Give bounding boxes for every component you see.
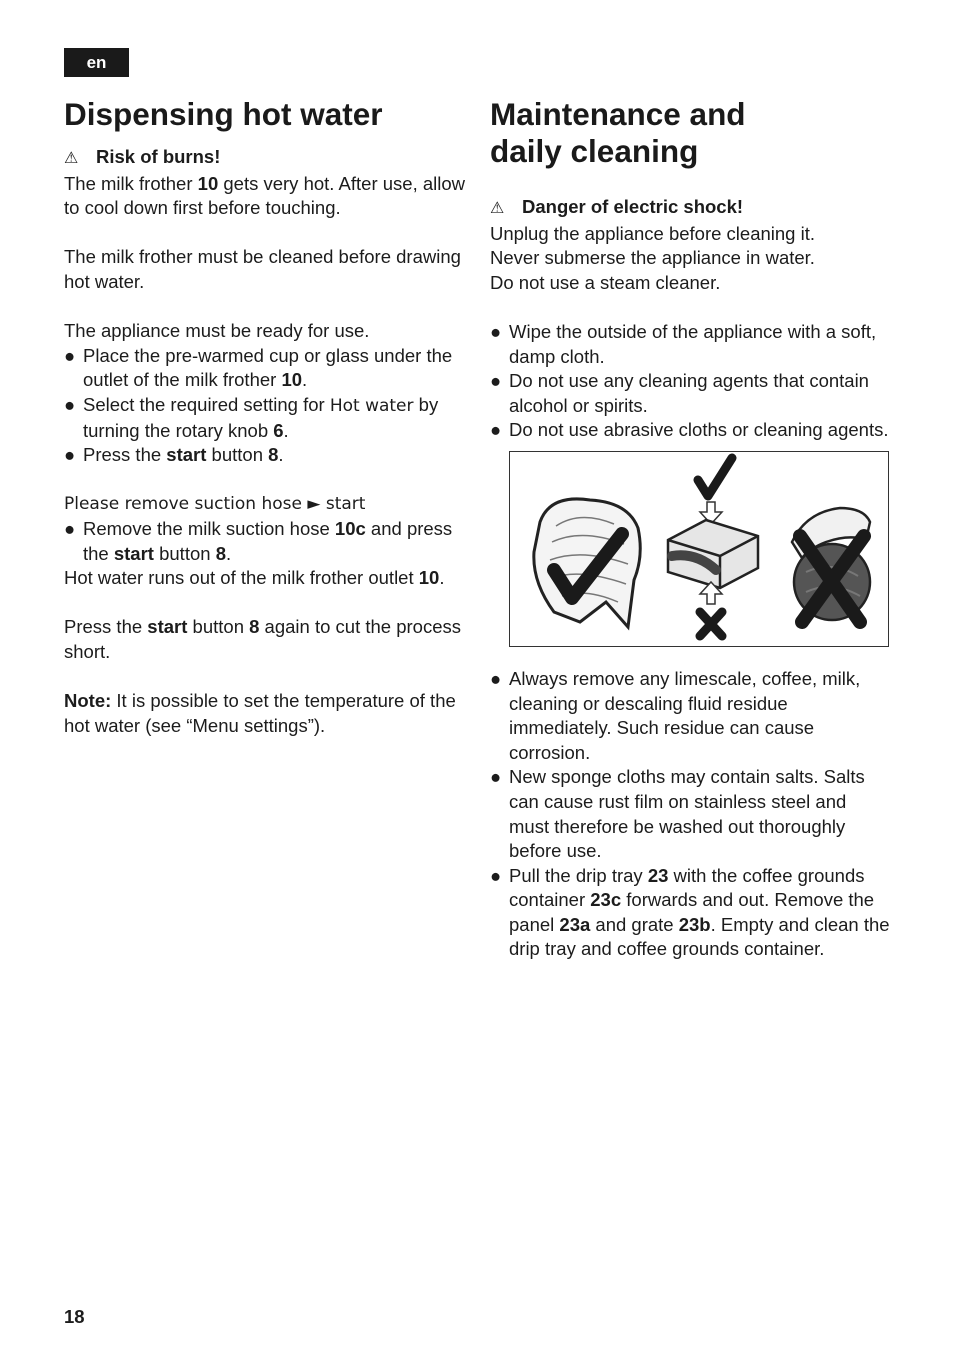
sponge-check-icon xyxy=(668,458,758,636)
scourer-cross-icon xyxy=(792,508,870,622)
warning-triangle-icon: ⚠ xyxy=(64,150,79,167)
paragraph-water-runs: Hot water runs out of the milk frother outlet 10. xyxy=(64,567,445,589)
section-maintenance xyxy=(490,96,890,962)
language-tab: en xyxy=(64,48,129,77)
warning-line: Unplug the appliance before cleaning it. xyxy=(490,222,816,244)
list-item: ● Do not use any cleaning agents that contain alcohol or spirits. xyxy=(490,370,869,416)
list-item: ● Do not use abrasive cloths or cleaning agents. xyxy=(490,419,889,441)
list-item: ● Place the pre-warmed cup or glass under the outlet of the milk frother 10. xyxy=(64,344,453,391)
note: Note: It is possible to set the temperature of the hot water (see “Menu settings”). xyxy=(64,690,456,736)
cleaning-materials-figure xyxy=(509,451,889,647)
list-item: ● Select the required setting for Hot water by turning the rotary knob 6. xyxy=(64,393,439,441)
warning-triangle-icon: ⚠ xyxy=(490,200,505,217)
warning-heading: ⚠ Danger of electric shock! xyxy=(490,195,890,222)
paragraph-clean-before: The milk frother must be cleaned before drawing hot water. xyxy=(64,246,461,292)
list-item: ● Pull the drip tray 23 with the coffee grounds container 23c forwards and out. Remove the panel 23a and grate 23b. Empty and clean the drip tray and coffee grounds container. xyxy=(490,864,890,960)
paragraph-ready: The appliance must be ready for use. xyxy=(64,320,370,342)
warning-text: The milk frother 10 gets very hot. After use, allow to cool down first before touching. xyxy=(64,172,466,219)
paragraph-cut-short: Press the start button 8 again to cut the process short. xyxy=(64,616,461,662)
section-title: Dispensing hot water xyxy=(64,96,383,132)
list-item: ● Always remove any limescale, coffee, milk, cleaning or descaling fluid residue immediately. Such residue can cause corrosion. xyxy=(490,667,861,763)
warning-line: Never submerse the appliance in water. xyxy=(490,247,815,269)
list-item: ● Press the start button 8. xyxy=(64,444,284,466)
list-item: ● Wipe the outside of the appliance with a soft, damp cloth. xyxy=(490,320,877,367)
steps-list-2 xyxy=(64,517,470,566)
cloth-check-icon xyxy=(534,499,640,627)
warning-line: Do not use a steam cleaner. xyxy=(490,271,721,293)
list-item: ● Remove the milk suction hose 10c and press the start button 8. xyxy=(64,517,453,564)
cleaning-list-2 xyxy=(490,667,890,962)
page-number: 18 xyxy=(64,1306,85,1327)
display-message: Please remove suction hose ► start xyxy=(64,494,366,515)
section-title: Maintenance and daily cleaning xyxy=(490,96,746,169)
section-dispensing-hot-water xyxy=(64,96,470,738)
warning-heading: ⚠ Risk of burns! xyxy=(64,145,470,172)
list-item: ● New sponge cloths may contain salts. Salts can cause rust film on stainless steel and must therefore be washed out thoroughly before use. xyxy=(490,766,865,862)
steps-list xyxy=(64,344,470,468)
cleaning-list xyxy=(490,320,890,443)
